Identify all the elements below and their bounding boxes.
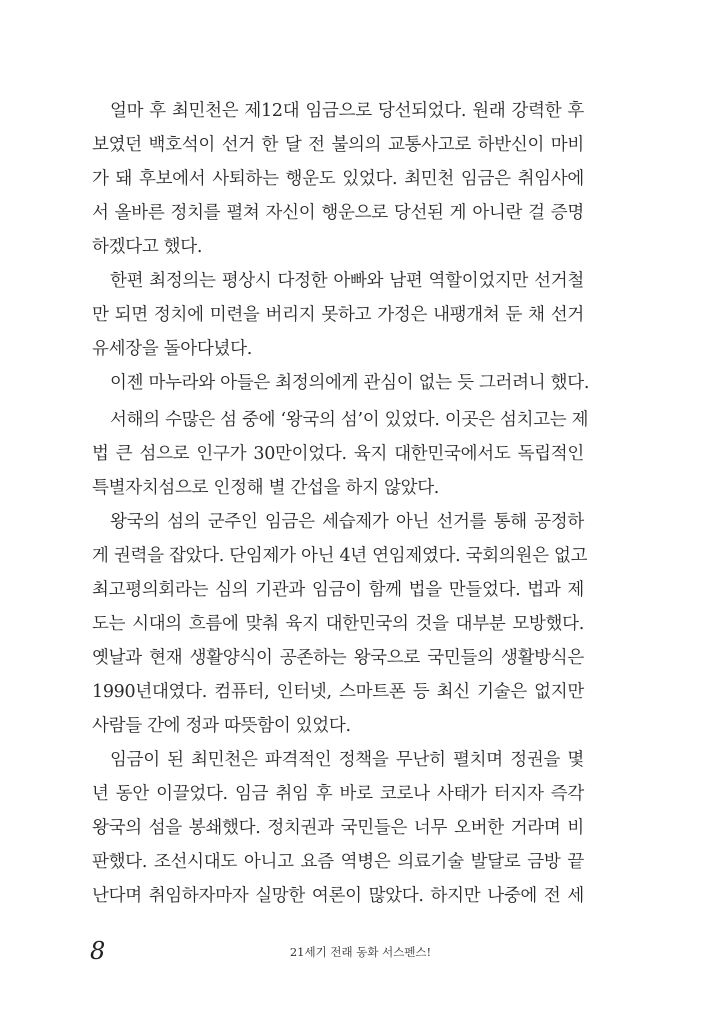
text-line: 게 권력을 잡았다. 단임제가 아닌 4년 연임제였다. 국회의원은 없고	[92, 546, 588, 566]
text-line: 왕국의 섬을 봉쇄했다. 정치권과 국민들은 너무 오버한 거라며 비	[92, 818, 584, 838]
text-line: 얼마 후 최민천은 제12대 임금으로 당선되었다. 원래 강력한 후	[110, 101, 584, 121]
text-line: 판했다. 조선시대도 아니고 요즘 역병은 의료기술 발달로 금방 끝	[92, 852, 584, 872]
text-line: 도는 시대의 흐름에 맞춰 육지 대한민국의 것을 대부분 모방했다.	[92, 614, 584, 634]
text-line: 이젠 마누라와 아들은 최정의에게 관심이 없는 듯 그러려니 했다.	[110, 373, 590, 393]
page-number: 8	[90, 937, 106, 965]
text-line: 1990년대였다. 컴퓨터, 인터넷, 스마트폰 등 최신 기술은 없지만	[92, 682, 584, 702]
text-line: 난다며 취임하자마자 실망한 여론이 많았다. 하지만 나중에 전 세	[92, 886, 584, 906]
text-line: 법 큰 섬으로 인구가 30만이었다. 육지 대한민국에서도 독립적인	[92, 444, 584, 464]
text-line: 사람들 간에 정과 따뜻함이 있었다.	[92, 716, 351, 736]
text-line: 만 되면 정치에 미련을 버리지 못하고 가정은 내팽개쳐 둔 채 선거	[92, 305, 584, 325]
text-line: 최고평의회라는 심의 기관과 임금이 함께 법을 만들었다. 법과 제	[92, 580, 584, 600]
text-line: 특별자치섬으로 인정해 별 간섭을 하지 않았다.	[92, 478, 440, 498]
text-line: 왕국의 섬의 군주인 임금은 세습제가 아닌 선거를 통해 공정하	[110, 512, 584, 532]
text-line: 옛날과 현재 생활양식이 공존하는 왕국으로 국민들의 생활방식은	[92, 648, 584, 668]
text-line: 하겠다고 했다.	[92, 237, 203, 257]
text-line: 유세장을 돌아다녔다.	[92, 339, 252, 359]
text-line: 서 올바른 정치를 펼쳐 자신이 행운으로 당선된 게 아니란 걸 증명	[92, 203, 584, 223]
text-line: 가 돼 후보에서 사퇴하는 행운도 있었다. 최민천 임금은 취임사에	[92, 169, 584, 189]
running-title: 21세기 전래 동화 서스펜스!	[289, 945, 432, 959]
text-line: 임금이 된 최민천은 파격적인 정책을 무난히 펼치며 정권을 몇	[110, 750, 584, 770]
body-text-section-1	[92, 94, 590, 400]
text-line: 서해의 수많은 섬 중에 ‘왕국의 섬’이 있었다. 이곳은 섬치고는 제	[110, 410, 589, 430]
text-line: 보였던 백호석이 선거 한 달 전 불의의 교통사고로 하반신이 마비	[92, 135, 584, 155]
text-line: 한편 최정의는 평상시 다정한 아빠와 남편 역할이었지만 선거철	[110, 271, 584, 291]
text-line: 년 동안 이끌었다. 임금 취임 후 바로 코로나 사태가 터지자 즉각	[92, 784, 584, 804]
body-text-section-2	[92, 403, 589, 913]
